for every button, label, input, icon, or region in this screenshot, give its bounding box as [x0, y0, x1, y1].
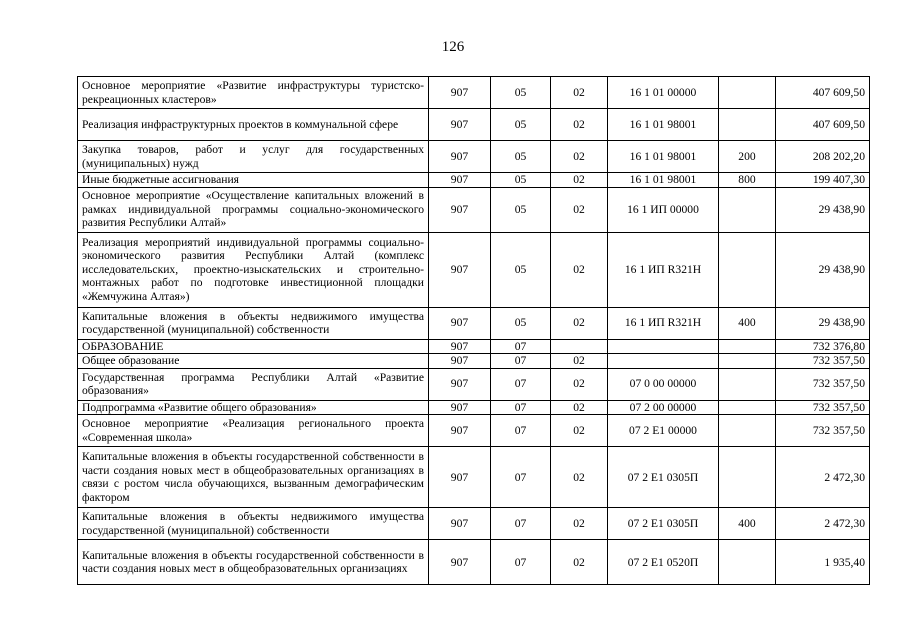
row-subsection-code: 02: [551, 508, 608, 540]
row-subsection-code: 02: [551, 415, 608, 447]
row-subsection-code: 02: [551, 173, 608, 188]
row-grbs-code: 907: [429, 354, 491, 369]
row-section-code: 05: [491, 173, 551, 188]
row-subsection-code: 02: [551, 400, 608, 415]
row-section-code: 07: [491, 508, 551, 540]
row-expense-type-code: [719, 339, 776, 354]
row-section-code: 07: [491, 339, 551, 354]
row-section-code: 07: [491, 540, 551, 585]
table-row: [78, 339, 870, 354]
row-name: Закупка товаров, работ и услуг для государственных (муниципальных) нужд: [78, 141, 429, 173]
row-target-article-code: 16 1 01 98001: [608, 141, 719, 173]
row-subsection-code: 02: [551, 141, 608, 173]
row-grbs-code: 907: [429, 173, 491, 188]
row-subsection-code: 02: [551, 540, 608, 585]
row-target-article-code: 16 1 ИП R321Н: [608, 307, 719, 339]
table-row: [78, 307, 870, 339]
row-amount: 407 609,50: [776, 109, 870, 141]
table-row: [78, 109, 870, 141]
row-grbs-code: 907: [429, 447, 491, 508]
row-expense-type-code: [719, 415, 776, 447]
row-section-code: 05: [491, 109, 551, 141]
row-section-code: 05: [491, 187, 551, 232]
row-amount: 2 472,30: [776, 508, 870, 540]
row-name: ОБРАЗОВАНИЕ: [78, 339, 429, 354]
row-grbs-code: 907: [429, 540, 491, 585]
row-target-article-code: 16 1 ИП R321Н: [608, 232, 719, 307]
row-target-article-code: 07 2 E1 0305П: [608, 447, 719, 508]
row-section-code: 07: [491, 447, 551, 508]
row-subsection-code: 02: [551, 354, 608, 369]
table-row: [78, 354, 870, 369]
row-section-code: 07: [491, 415, 551, 447]
row-section-code: 05: [491, 77, 551, 109]
table-row: [78, 508, 870, 540]
row-amount: 29 438,90: [776, 307, 870, 339]
row-grbs-code: 907: [429, 77, 491, 109]
row-grbs-code: 907: [429, 232, 491, 307]
row-target-article-code: 07 2 00 00000: [608, 400, 719, 415]
table-row: [78, 232, 870, 307]
row-expense-type-code: [719, 354, 776, 369]
row-section-code: 07: [491, 368, 551, 400]
row-name: Основное мероприятие «Осуществление капитальных вложений в рамках индивидуальной программы социально-экономического развития Республики Алтай»: [78, 187, 429, 232]
table-row: [78, 540, 870, 585]
row-grbs-code: 907: [429, 508, 491, 540]
row-subsection-code: 02: [551, 447, 608, 508]
row-name: Реализация инфраструктурных проектов в коммунальной сфере: [78, 109, 429, 141]
row-grbs-code: 907: [429, 400, 491, 415]
row-amount: 732 357,50: [776, 400, 870, 415]
table-row: [78, 368, 870, 400]
row-target-article-code: 07 0 00 00000: [608, 368, 719, 400]
row-grbs-code: 907: [429, 109, 491, 141]
table-row: [78, 447, 870, 508]
row-amount: 208 202,20: [776, 141, 870, 173]
row-target-article-code: [608, 354, 719, 369]
row-grbs-code: 907: [429, 339, 491, 354]
row-target-article-code: 16 1 ИП 00000: [608, 187, 719, 232]
row-amount: 2 472,30: [776, 447, 870, 508]
budget-table: [77, 76, 870, 585]
row-amount: 1 935,40: [776, 540, 870, 585]
row-expense-type-code: [719, 540, 776, 585]
row-section-code: 05: [491, 232, 551, 307]
row-name: Общее образование: [78, 354, 429, 369]
row-target-article-code: 07 2 E1 0305П: [608, 508, 719, 540]
row-name: Капитальные вложения в объекты государственной собственности в части создания новых мест в общеобразовательных организациях: [78, 540, 429, 585]
row-name: Основное мероприятие «Реализация регионального проекта «Современная школа»: [78, 415, 429, 447]
row-name: Капитальные вложения в объекты недвижимого имущества государственной (муниципальной) собственности: [78, 307, 429, 339]
row-amount: 732 376,80: [776, 339, 870, 354]
table-row: [78, 187, 870, 232]
row-section-code: 05: [491, 141, 551, 173]
row-target-article-code: 16 1 01 98001: [608, 173, 719, 188]
row-subsection-code: 02: [551, 232, 608, 307]
row-subsection-code: 02: [551, 368, 608, 400]
row-amount: 732 357,50: [776, 368, 870, 400]
row-expense-type-code: [719, 447, 776, 508]
row-grbs-code: 907: [429, 415, 491, 447]
row-expense-type-code: [719, 232, 776, 307]
row-name: Капитальные вложения в объекты государственной собственности в части создания новых мест в общеобразовательных организациях в связи с ростом числа обучающихся, вызванным демографическим фактором: [78, 447, 429, 508]
row-subsection-code: 02: [551, 77, 608, 109]
row-target-article-code: 07 2 E1 00000: [608, 415, 719, 447]
row-expense-type-code: 200: [719, 141, 776, 173]
row-expense-type-code: [719, 187, 776, 232]
row-target-article-code: 07 2 E1 0520П: [608, 540, 719, 585]
row-target-article-code: 16 1 01 00000: [608, 77, 719, 109]
row-name: Государственная программа Республики Алтай «Развитие образования»: [78, 368, 429, 400]
page-number: 126: [441, 39, 465, 55]
row-grbs-code: 907: [429, 141, 491, 173]
row-amount: 732 357,50: [776, 354, 870, 369]
row-expense-type-code: [719, 77, 776, 109]
row-amount: 29 438,90: [776, 232, 870, 307]
row-name: Основное мероприятие «Развитие инфраструктуры туристско-рекреационных кластеров»: [78, 77, 429, 109]
row-grbs-code: 907: [429, 368, 491, 400]
row-amount: 29 438,90: [776, 187, 870, 232]
row-expense-type-code: 400: [719, 508, 776, 540]
row-section-code: 07: [491, 400, 551, 415]
row-name: Реализация мероприятий индивидуальной программы социально-экономического развития Республики Алтай (комплекс исследовательских, проектно-изыскательских и строительно-монтажных работ по подготовке инвестиционной площадки «Жемчужина Алтая»): [78, 232, 429, 307]
row-amount: 407 609,50: [776, 77, 870, 109]
row-grbs-code: 907: [429, 187, 491, 232]
row-target-article-code: 16 1 01 98001: [608, 109, 719, 141]
row-subsection-code: 02: [551, 187, 608, 232]
row-amount: 732 357,50: [776, 415, 870, 447]
table-row: [78, 400, 870, 415]
row-expense-type-code: [719, 109, 776, 141]
row-amount: 199 407,30: [776, 173, 870, 188]
row-name: Капитальные вложения в объекты недвижимого имущества государственной (муниципальной) собственности: [78, 508, 429, 540]
row-name: Иные бюджетные ассигнования: [78, 173, 429, 188]
row-section-code: 05: [491, 307, 551, 339]
row-expense-type-code: [719, 368, 776, 400]
row-subsection-code: 02: [551, 109, 608, 141]
table-row: [78, 173, 870, 188]
row-expense-type-code: [719, 400, 776, 415]
row-subsection-code: [551, 339, 608, 354]
row-subsection-code: 02: [551, 307, 608, 339]
row-name: Подпрограмма «Развитие общего образования»: [78, 400, 429, 415]
row-grbs-code: 907: [429, 307, 491, 339]
row-expense-type-code: 400: [719, 307, 776, 339]
table-row: [78, 77, 870, 109]
table-row: [78, 141, 870, 173]
row-section-code: 07: [491, 354, 551, 369]
table-row: [78, 415, 870, 447]
row-target-article-code: [608, 339, 719, 354]
row-expense-type-code: 800: [719, 173, 776, 188]
